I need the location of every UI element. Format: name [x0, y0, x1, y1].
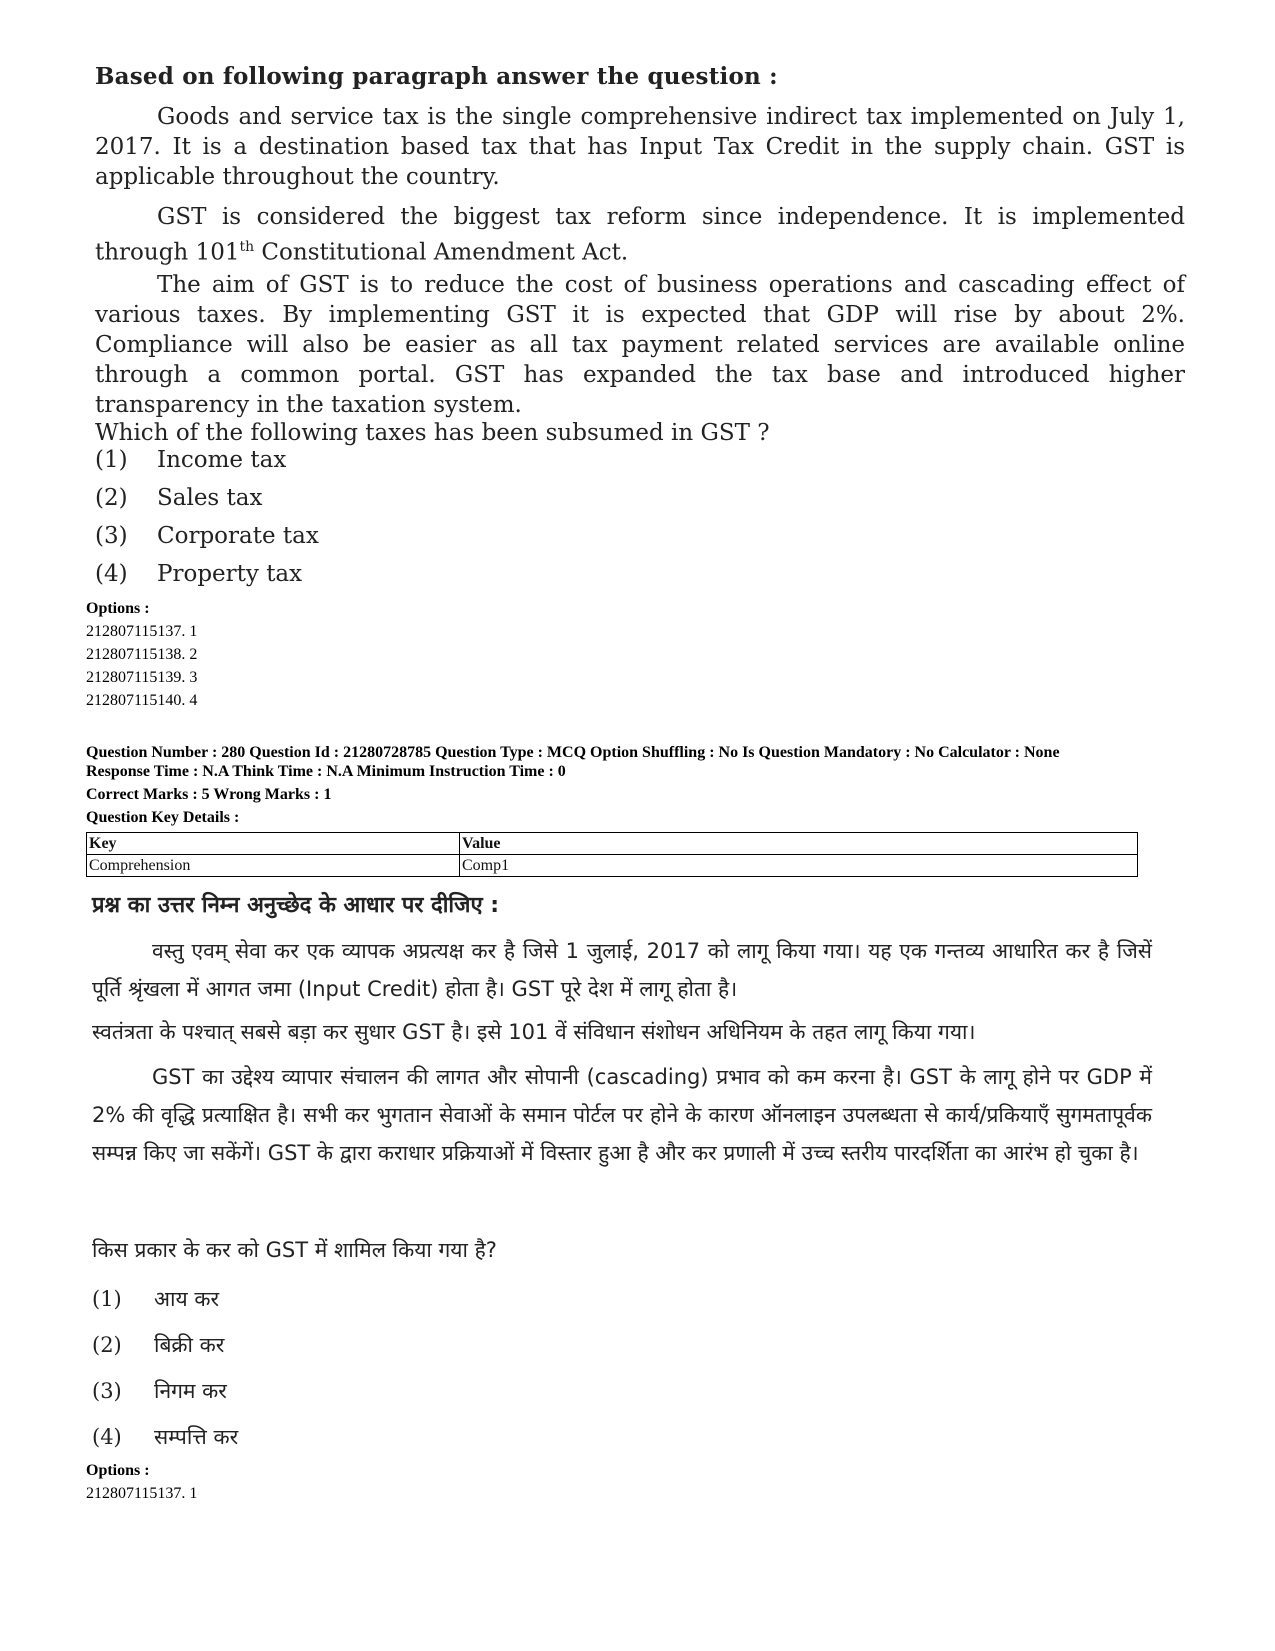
- hindi-heading: प्रश्न का उत्तर निम्न अनुच्छेद के आधार पर दीजिए :: [92, 893, 500, 918]
- english-paragraph-1: Goods and service tax is the single comprehensive indirect tax implemented on July 1, 2017. It is a destination based tax that has Input Tax Credit in the supply chain. GST is applicable throughout the country.: [95, 104, 1185, 190]
- hindi-paragraph-1: वस्तु एवम् सेवा कर एक व्यापक अप्रत्यक्ष कर है जिसे 1 जुलाई, 2017 को लागू किया गया। यह एक गन्तव्य आधारित कर है जिसें पूर्ति श्रृंखला में आगत जमा (Input Credit) होता है। GST पूरे देश में लागू होता है।: [92, 939, 1152, 1001]
- english-choice-3: (3) Corporate tax: [95, 523, 319, 549]
- hindi-choice-2: (2) बिक्री कर: [92, 1333, 225, 1357]
- question-meta-line-2: Response Time : N.A Think Time : N.A Minimum Instruction Time : 0: [86, 763, 566, 780]
- english-choice-1: (1) Income tax: [95, 447, 287, 473]
- option-id-3: 212807115139. 3: [86, 669, 198, 686]
- table-cell-key: Comprehension: [87, 855, 460, 877]
- english-choice-2: (2) Sales tax: [95, 485, 263, 511]
- options-label: Options :: [86, 600, 150, 617]
- table-header-value: Value: [460, 833, 1138, 855]
- option-id-2: 212807115138. 2: [86, 646, 198, 663]
- table-header-row: [87, 833, 1138, 855]
- question-key-table: [86, 832, 1138, 877]
- question-meta-line-1: Question Number : 280 Question Id : 21280728785 Question Type : MCQ Option Shuffling : No Is Question Mandatory : No Calculator : None: [86, 744, 1060, 761]
- table-row: [87, 855, 1138, 877]
- hindi-choice-1: (1) आय कर: [92, 1287, 220, 1311]
- english-choice-4: (4) Property tax: [95, 561, 303, 587]
- english-paragraph-2: GST is considered the biggest tax reform since independence. It is implemented through 101th Constitutional Amendment Act.: [95, 204, 1185, 266]
- option-id-4: 212807115140. 4: [86, 692, 198, 709]
- table-header-key: Key: [87, 833, 460, 855]
- option-id-2-1: 212807115137. 1: [86, 1485, 198, 1502]
- english-paragraph-3: The aim of GST is to reduce the cost of business operations and cascading effect of various taxes. By implementing GST it is expected that GDP will rise by about 2%. Compliance will also be easier as all tax payment related services are available online through a common portal. GST has expanded the tax base and introduced higher transparency in the taxation system.: [95, 272, 1185, 418]
- hindi-choice-4: (4) सम्पत्ति कर: [92, 1425, 239, 1449]
- table-cell-value: Comp1: [460, 855, 1138, 877]
- english-question: Which of the following taxes has been subsumed in GST ?: [95, 420, 770, 446]
- english-heading: Based on following paragraph answer the question :: [95, 63, 778, 90]
- question-key-details-label: Question Key Details :: [86, 809, 240, 826]
- options-label-2: Options :: [86, 1462, 150, 1479]
- question-meta-line-3: Correct Marks : 5 Wrong Marks : 1: [86, 786, 332, 803]
- option-id-1: 212807115137. 1: [86, 623, 198, 640]
- hindi-question: किस प्रकार के कर को GST में शामिल किया गया है?: [92, 1238, 497, 1262]
- hindi-paragraph-3: GST का उद्देश्य व्यापार संचालन की लागत और सोपानी (cascading) प्रभाव को कम करना है। GST के लागू होने पर GDP में 2% की वृद्धि प्रत्याक्षित है। सभी कर भुगतान सेवाओं के समान पोर्टल पर होने के कारण ऑनलाइन उपलब्धता से कार्य/प्रकियाएँ सुगमतापूर्वक सम्पन्न किए जा सकेंगें। GST के द्वारा कराधार प्रक्रियाओं में विस्तार हुआ है और कर प्रणाली में उच्च स्तरीय पारदर्शिता का आरंभ हो चुका है।: [92, 1065, 1152, 1165]
- hindi-paragraph-2: स्वतंत्रता के पश्चात् सबसे बड़ा कर सुधार GST है। इसे 101 वें संविधान संशोधन अधिनियम के तहत लागू किया गया।: [92, 1020, 976, 1044]
- hindi-choice-3: (3) निगम कर: [92, 1379, 227, 1403]
